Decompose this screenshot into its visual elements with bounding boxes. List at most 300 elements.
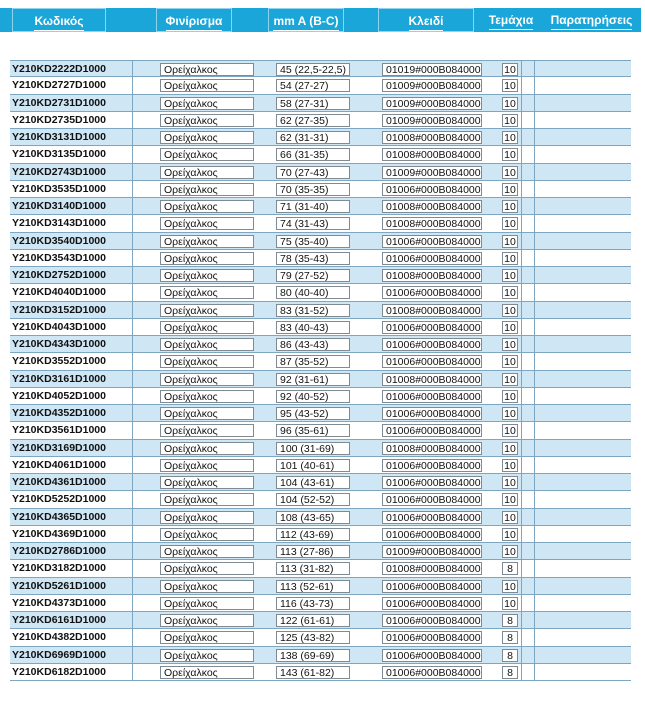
column-divider [534,543,535,559]
key-cell: 01006#000B084000 [382,355,482,368]
finish-cell: Ορείχαλκος [160,269,254,282]
column-divider [521,509,522,525]
column-divider [521,77,522,93]
mm-cell: 70 (35-35) [276,183,350,196]
finish-cell: Ορείχαλκος [160,442,254,455]
finish-cell: Ορείχαλκος [160,217,254,230]
notes-cell [536,79,631,92]
qty-cell: 8 [502,649,518,662]
column-divider [534,371,535,387]
notes-cell [536,545,631,558]
column-divider [132,371,133,387]
code-cell: Y210KD2743D1000 [12,165,106,178]
column-divider [132,112,133,128]
key-cell: 01006#000B084000 [382,459,482,472]
key-cell: 01008#000B084000 [382,200,482,213]
finish-cell: Ορείχαλκος [160,614,254,627]
table-row [10,353,631,370]
code-cell: Y210KD3161D1000 [12,372,106,385]
finish-cell: Ορείχαλκος [160,476,254,489]
column-divider [521,388,522,404]
header-finish-label: Φινίρισμα [166,14,223,31]
column-divider [521,664,522,680]
code-cell: Y210KD5261D1000 [12,579,106,592]
mm-cell: 104 (52-52) [276,493,350,506]
column-divider [534,509,535,525]
mm-cell: 100 (31-69) [276,442,350,455]
qty-cell: 10 [502,442,518,455]
code-cell: Y210KD3540D1000 [12,234,106,247]
table-row [10,422,631,439]
column-divider [521,302,522,318]
column-divider [132,250,133,266]
column-divider [132,543,133,559]
column-divider [521,440,522,456]
code-cell: Y210KD2727D1000 [12,79,106,92]
table-row [10,129,631,146]
key-cell: 01006#000B084000 [382,597,482,610]
key-cell: 01006#000B084000 [382,252,482,265]
column-divider [132,457,133,473]
key-cell: 01008#000B084000 [382,269,482,282]
notes-cell [536,528,631,541]
column-divider [521,647,522,663]
column-divider [521,578,522,594]
column-divider [521,112,522,128]
code-cell: Y210KD3143D1000 [12,217,106,230]
key-cell: 01006#000B084000 [382,338,482,351]
column-divider [132,77,133,93]
key-cell: 01009#000B084000 [382,97,482,110]
finish-cell: Ορείχαλκος [160,79,254,92]
column-divider [521,336,522,352]
table-header [0,8,645,32]
table-row [10,526,631,543]
code-cell: Y210KD6969D1000 [12,648,106,661]
column-divider [521,371,522,387]
qty-cell: 10 [502,528,518,541]
finish-cell: Ορείχαλκος [160,355,254,368]
table-row [10,336,631,353]
key-cell: 01008#000B084000 [382,148,482,161]
notes-cell [536,442,631,455]
qty-cell: 10 [502,476,518,489]
column-divider [521,95,522,111]
column-divider [534,647,535,663]
qty-cell: 10 [502,424,518,437]
notes-cell [536,424,631,437]
mm-cell: 116 (43-73) [276,597,350,610]
table-row [10,146,631,163]
finish-cell: Ορείχαλκος [160,131,254,144]
column-divider [534,595,535,611]
finish-cell: Ορείχαλκος [160,304,254,317]
column-divider [534,560,535,576]
notes-cell [536,114,631,127]
column-divider [534,302,535,318]
table-row [10,164,631,181]
notes-cell [536,148,631,161]
qty-cell: 10 [502,580,518,593]
table-row [10,405,631,422]
table-row [10,250,631,267]
key-cell: 01008#000B084000 [382,217,482,230]
table-row [10,267,631,284]
column-divider [132,612,133,628]
code-cell: Y210KD2222D1000 [12,63,106,75]
column-divider [534,77,535,93]
table-row [10,112,631,129]
qty-cell: 10 [502,459,518,472]
code-cell: Y210KD5252D1000 [12,493,106,506]
column-divider [521,422,522,438]
mm-cell: 86 (43-43) [276,338,350,351]
column-divider [521,198,522,214]
column-divider [521,284,522,300]
column-divider [534,284,535,300]
header-key-label: Κλειδί [409,14,444,31]
finish-cell: Ορείχαλκος [160,493,254,506]
code-cell: Y210KD6161D1000 [12,614,106,626]
table-row [10,612,631,629]
code-cell: Y210KD4040D1000 [12,286,106,299]
column-divider [521,61,522,76]
qty-cell: 10 [502,373,518,386]
finish-cell: Ορείχαλκος [160,286,254,299]
table-row [10,509,631,526]
notes-cell [536,614,631,627]
notes-cell [536,459,631,472]
header-mm-label: mm A (B-C) [273,14,338,31]
mm-cell: 122 (61-61) [276,614,350,627]
notes-cell [536,166,631,179]
column-divider [521,215,522,231]
qty-cell: 10 [502,545,518,558]
column-divider [521,250,522,266]
table-row [10,60,631,77]
table-row [10,215,631,232]
column-divider [521,595,522,611]
qty-cell: 10 [502,200,518,213]
table-row [10,578,631,595]
code-cell: Y210KD3182D1000 [12,562,106,575]
finish-cell: Ορείχαλκος [160,511,254,524]
table-row [10,77,631,94]
column-divider [534,215,535,231]
key-cell: 01009#000B084000 [382,114,482,127]
key-cell: 01006#000B084000 [382,235,482,248]
column-divider [132,629,133,645]
column-divider [132,595,133,611]
key-cell: 01006#000B084000 [382,493,482,506]
column-divider [521,612,522,628]
mm-cell: 113 (27-86) [276,545,350,558]
table-row [10,647,631,664]
code-cell: Y210KD4361D1000 [12,476,106,488]
key-cell: 01019#000B084000 [382,63,482,76]
finish-cell: Ορείχαλκος [160,424,254,437]
mm-cell: 95 (43-52) [276,407,350,420]
key-cell: 01008#000B084000 [382,373,482,386]
code-cell: Y210KD4382D1000 [12,631,106,644]
qty-cell: 8 [502,666,518,679]
table-row [10,302,631,319]
notes-cell [536,511,631,524]
notes-cell [536,666,631,679]
code-cell: Y210KD3140D1000 [12,200,106,212]
key-cell: 01009#000B084000 [382,79,482,92]
column-divider [132,353,133,369]
qty-cell: 10 [502,131,518,144]
column-divider [534,405,535,421]
column-divider [132,146,133,162]
qty-cell: 10 [502,407,518,420]
code-cell: Y210KD2752D1000 [12,269,106,281]
mm-cell: 75 (35-40) [276,235,350,248]
table-row [10,457,631,474]
code-cell: Y210KD3152D1000 [12,303,106,316]
code-cell: Y210KD2731D1000 [12,96,106,109]
table-row [10,474,631,491]
column-divider [534,181,535,197]
key-cell: 01009#000B084000 [382,166,482,179]
code-cell: Y210KD2735D1000 [12,113,106,126]
column-divider [132,440,133,456]
column-divider [132,664,133,680]
key-cell: 01006#000B084000 [382,476,482,489]
table-row [10,319,631,336]
header-finish [156,8,232,32]
code-cell: Y210KD3561D1000 [12,424,106,437]
mm-cell: 108 (43-65) [276,511,350,524]
column-divider [521,629,522,645]
qty-cell: 10 [502,597,518,610]
finish-cell: Ορείχαλκος [160,666,254,679]
notes-cell [536,338,631,351]
column-divider [534,388,535,404]
notes-cell [536,407,631,420]
key-cell: 01006#000B084000 [382,321,482,334]
mm-cell: 138 (69-69) [276,649,350,662]
finish-cell: Ορείχαλκος [160,338,254,351]
notes-cell [536,390,631,403]
finish-cell: Ορείχαλκος [160,235,254,248]
table-row [10,388,631,405]
mm-cell: 58 (27-31) [276,97,350,110]
header-qty [480,8,542,32]
code-cell: Y210KD3535D1000 [12,182,106,195]
column-divider [132,319,133,335]
code-cell: Y210KD4365D1000 [12,510,106,523]
column-divider [132,233,133,249]
column-divider [534,319,535,335]
notes-cell [536,649,631,662]
column-divider [534,440,535,456]
table-row [10,181,631,198]
column-divider [534,629,535,645]
header-notes-label: Παρατηρήσεις [551,13,633,30]
table-row [10,664,631,681]
column-divider [132,95,133,111]
finish-cell: Ορείχαλκος [160,390,254,403]
table-row [10,371,631,388]
column-divider [534,526,535,542]
mm-cell: 45 (22,5-22,5) [276,63,350,76]
mm-cell: 70 (27-43) [276,166,350,179]
column-divider [521,319,522,335]
key-cell: 01008#000B084000 [382,304,482,317]
column-divider [521,353,522,369]
product-table [10,60,631,681]
column-divider [534,612,535,628]
notes-cell [536,355,631,368]
qty-cell: 8 [502,631,518,644]
finish-cell: Ορείχαλκος [160,252,254,265]
qty-cell: 10 [502,63,518,76]
notes-cell [536,286,631,299]
column-divider [534,61,535,76]
code-cell: Y210KD4043D1000 [12,320,106,333]
column-divider [132,474,133,490]
mm-cell: 62 (31-31) [276,131,350,144]
code-cell: Y210KD4369D1000 [12,527,106,540]
notes-cell [536,304,631,317]
finish-cell: Ορείχαλκος [160,631,254,644]
mm-cell: 143 (61-82) [276,666,350,679]
finish-cell: Ορείχαλκος [160,321,254,334]
notes-cell [536,493,631,506]
column-divider [132,129,133,145]
column-divider [132,405,133,421]
column-divider [132,560,133,576]
finish-cell: Ορείχαλκος [160,114,254,127]
notes-cell [536,269,631,282]
mm-cell: 92 (40-52) [276,390,350,403]
qty-cell: 10 [502,252,518,265]
column-divider [132,267,133,283]
qty-cell: 10 [502,321,518,334]
mm-cell: 96 (35-61) [276,424,350,437]
code-cell: Y210KD4061D1000 [12,458,106,471]
column-divider [534,491,535,507]
code-cell: Y210KD3131D1000 [12,131,106,143]
code-cell: Y210KD4052D1000 [12,389,106,402]
key-cell: 01006#000B084000 [382,614,482,627]
column-divider [534,95,535,111]
qty-cell: 10 [502,338,518,351]
table-row [10,198,631,215]
column-divider [521,474,522,490]
qty-cell: 10 [502,493,518,506]
header-mm [268,8,344,32]
column-divider [521,129,522,145]
column-divider [132,578,133,594]
column-divider [534,664,535,680]
mm-cell: 125 (43-82) [276,631,350,644]
key-cell: 01006#000B084000 [382,286,482,299]
code-cell: Y210KD4343D1000 [12,338,106,350]
key-cell: 01006#000B084000 [382,666,482,679]
column-divider [534,129,535,145]
finish-cell: Ορείχαλκος [160,528,254,541]
column-divider [534,267,535,283]
notes-cell [536,183,631,196]
notes-cell [536,217,631,230]
mm-cell: 87 (35-52) [276,355,350,368]
finish-cell: Ορείχαλκος [160,580,254,593]
table-row [10,491,631,508]
qty-cell: 10 [502,235,518,248]
table-row [10,233,631,250]
key-cell: 01006#000B084000 [382,183,482,196]
column-divider [132,491,133,507]
table-row [10,595,631,612]
notes-cell [536,631,631,644]
mm-cell: 83 (31-52) [276,304,350,317]
header-notes [542,8,641,32]
key-cell: 01006#000B084000 [382,528,482,541]
mm-cell: 92 (31-61) [276,373,350,386]
column-divider [521,146,522,162]
code-cell: Y210KD4373D1000 [12,596,106,609]
column-divider [534,198,535,214]
qty-cell: 8 [502,614,518,627]
mm-cell: 79 (27-52) [276,269,350,282]
key-cell: 01006#000B084000 [382,511,482,524]
notes-cell [536,235,631,248]
notes-cell [536,597,631,610]
finish-cell: Ορείχαλκος [160,545,254,558]
column-divider [521,526,522,542]
column-divider [534,233,535,249]
notes-cell [536,131,631,144]
qty-cell: 8 [502,562,518,575]
column-divider [132,336,133,352]
code-cell: Y210KD3552D1000 [12,355,106,368]
column-divider [132,198,133,214]
column-divider [132,422,133,438]
column-divider [132,284,133,300]
column-divider [521,164,522,180]
qty-cell: 10 [502,217,518,230]
finish-cell: Ορείχαλκος [160,597,254,610]
qty-cell: 10 [502,304,518,317]
code-cell: Y210KD4352D1000 [12,407,106,419]
key-cell: 01006#000B084000 [382,649,482,662]
notes-cell [536,562,631,575]
mm-cell: 101 (40-61) [276,459,350,472]
column-divider [132,526,133,542]
qty-cell: 10 [502,166,518,179]
qty-cell: 10 [502,355,518,368]
column-divider [132,388,133,404]
code-cell: Y210KD3543D1000 [12,251,106,264]
key-cell: 01006#000B084000 [382,407,482,420]
key-cell: 01008#000B084000 [382,562,482,575]
code-cell: Y210KD2786D1000 [12,545,106,557]
header-qty-label: Τεμάχια [489,13,533,30]
column-divider [132,181,133,197]
mm-cell: 113 (31-82) [276,562,350,575]
column-divider [534,112,535,128]
table-row [10,560,631,577]
key-cell: 01009#000B084000 [382,545,482,558]
finish-cell: Ορείχαλκος [160,63,254,76]
column-divider [534,457,535,473]
notes-cell [536,580,631,593]
column-divider [521,267,522,283]
qty-cell: 10 [502,286,518,299]
